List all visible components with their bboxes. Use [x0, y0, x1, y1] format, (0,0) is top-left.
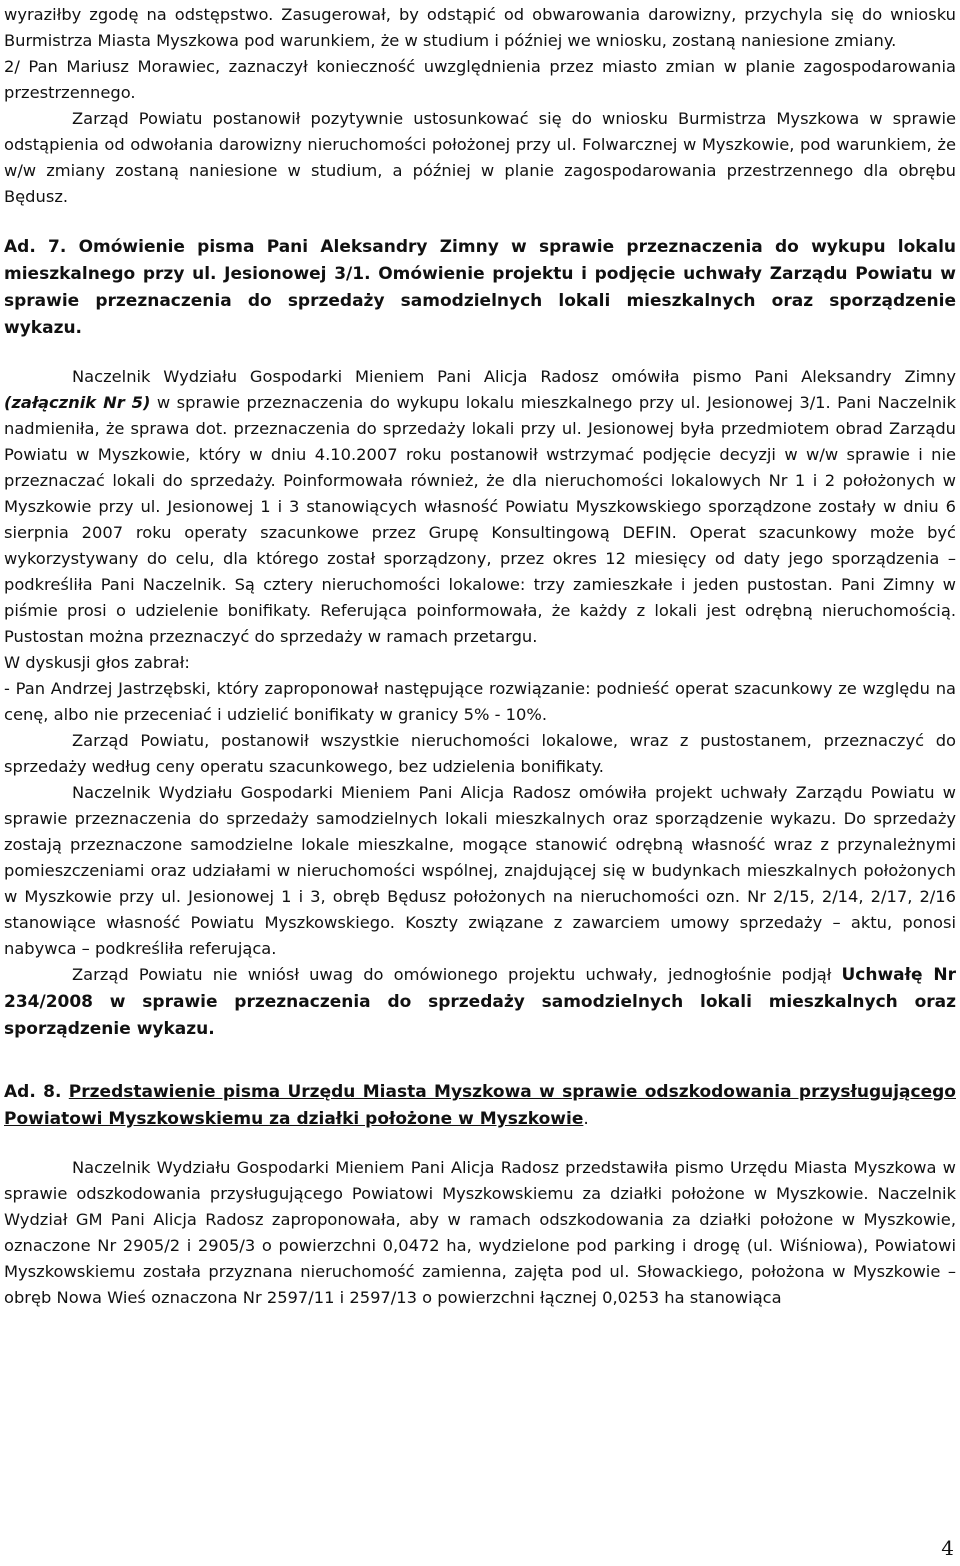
discussion-item: - Pan Andrzej Jastrzębski, który zaproponował następujące rozwiązanie: podnieść operat szacunkowy ze względu na cenę, albo nie przeceniać i udzielić bonifikaty w granicy 5% - 10%.: [4, 679, 956, 724]
paragraph: [4, 962, 956, 1043]
paragraph: Zarząd Powiatu postanowił pozytywnie ustosunkować się do wniosku Burmistrza Myszkowa w sprawie odstąpienia od odwołania darowizny nieruchomości położonej przy ul. Folwarcznej w Myszkowie, pod warunkiem, że w/w zmiany zostaną naniesione w studium, a później w planie zagospodarowania przestrzennego dla obrębu Będusz.: [4, 109, 956, 206]
paragraph: [4, 364, 956, 650]
document-page: [4, 2, 956, 1311]
paragraph-text: Zarząd Powiatu nie wniósł uwag do omówionego projektu uchwały, jednogłośnie podjął: [72, 965, 842, 984]
page-number: 4: [941, 1536, 954, 1560]
resolution-title: Uchwałę Nr 234/2008 w sprawie przeznaczenia do sprzedaży samodzielnych lokali mieszkalnych oraz sporządzenie wykazu.: [4, 965, 956, 1039]
agenda-item-number: Ad. 8.: [4, 1082, 62, 1102]
agenda-item-heading-ad8: [4, 1079, 956, 1133]
agenda-item-period: .: [583, 1109, 589, 1129]
paragraph-text: w sprawie przeznaczenia do wykupu lokalu mieszkalnego przy ul. Jesionowej 3/1. Pani Naczelnik nadmieniła, że sprawa dot. przeznaczenia do sprzedaży lokali przy ul. Jesionowej była przedmiotem obrad Zarządu Powiatu w Myszkowie, który w dniu 4.10.2007 roku postanowił wstrzymać podjęcie decyzji w w/w sprawie i nie przeznaczać lokali do sprzedaży. Poinformowała również, że dla nieruchomości lokalowych Nr 1 i 2 położonych w Myszkowie przy ul. Jesionowej 1 i 3 stanowiących własność Powiatu Myszkowskiego sporządzone zostały w dniu 6 sierpnia 2007 roku operaty szacunkowe przez Grupę Konsultingową DEFIN. Operat szacunkowy może być wykorzystywany do celu, dla którego został sporządzony, przez okres 12 miesięcy od daty jego sporządzenia – podkreśliła Pani Naczelnik. Są cztery nieruchomości lokalowe: trzy zamieszkałe i jeden pustostan. Pani Zimny w piśmie prosi o udzielenie bonifikaty. Referująca poinformowała, że każdy z lokali jest odrębną nieruchomością. Pustostan można przeznaczyć do sprzedaży w ramach przetargu.: [4, 393, 956, 646]
agenda-item-heading-ad7: [4, 234, 956, 342]
agenda-item-title: Przedstawienie pisma Urzędu Miasta Myszkowa w sprawie odszkodowania przysługującego Powiatowi Myszkowskiemu za działki położone w Myszkowie: [4, 1082, 956, 1129]
agenda-item-number: Ad. 7.: [4, 237, 67, 257]
paragraph: Naczelnik Wydziału Gospodarki Mieniem Pani Alicja Radosz omówiła projekt uchwały Zarządu Powiatu w sprawie przeznaczenia do sprzedaży samodzielnych lokali mieszkalnych oraz sporządzenie wykazu. Do sprzedaży zostają przeznaczone samodzielne lokale mieszkalne, mogące stanowić odrębną własność wraz z przynależnymi pomieszczeniami oraz udziałami w nieruchomości wspólnej, znajdującej się w budynkach mieszkalnych położonych w Myszkowie przy ul. Jesionowej 1 i 3, obręb Będusz położonych na nieruchomości ozn. Nr 2/15, 2/14, 2/17, 2/16 stanowiące własność Powiatu Myszkowskiego. Koszty związane z zawarciem umowy sprzedaży – aktu, ponosi nabywca – podkreśliła referująca.: [4, 783, 956, 958]
paragraph: Zarząd Powiatu, postanowił wszystkie nieruchomości lokalowe, wraz z pustostanem, przeznaczyć do sprzedaży według ceny operatu szacunkowego, bez udzielenia bonifikaty.: [4, 731, 956, 776]
agenda-item-title-continued: Omówienie projektu i podjęcie uchwały Zarządu Powiatu w sprawie przeznaczenia do sprzedaży samodzielnych lokali mieszkalnych oraz sporządzenie wykazu.: [4, 264, 956, 338]
paragraph: 2/ Pan Mariusz Morawiec, zaznaczył konieczność uwzględnienia przez miasto zmian w planie zagospodarowania przestrzennego.: [4, 57, 956, 102]
paragraph: Naczelnik Wydziału Gospodarki Mieniem Pani Alicja Radosz przedstawiła pismo Urzędu Miasta Myszkowa w sprawie odszkodowania przysługującego Powiatowi Myszkowskiemu za działki położone w Myszkowie. Naczelnik Wydział GM Pani Alicja Radosz zaproponowała, aby w ramach odszkodowania za działki położone w Myszkowie, oznaczone Nr 2905/2 i 2905/3 o powierzchni 0,0472 ha, wydzielone pod parking i drogę (ul. Wiśniowa), Powiatowi Myszkowskiemu została przyznana nieruchomość zamienna, zajęta pod ul. Słowackiego, położona w Myszkowie – obręb Nowa Wieś oznaczona Nr 2597/11 i 2597/13 o powierzchni łącznej 0,0253 ha stanowiąca: [4, 1158, 956, 1307]
paragraph-text: Naczelnik Wydziału Gospodarki Mieniem Pani Alicja Radosz omówiła pismo Pani Aleksandry Zimny: [72, 367, 956, 386]
paragraph: W dyskusji głos zabrał:: [4, 653, 190, 672]
attachment-reference: (załącznik Nr 5): [4, 393, 151, 412]
agenda-item-title: Omówienie pisma Pani Aleksandry Zimny w sprawie przeznaczenia do wykupu lokalu mieszkalnego przy ul. Jesionowej 3/1.: [4, 237, 956, 284]
paragraph: wyraziłby zgodę na odstępstwo. Zasugerował, by odstąpić od obwarowania darowizny, przychyla się do wniosku Burmistrza Miasta Myszkowa pod warunkiem, że w studium i później we wniosku, zostaną naniesione zmiany.: [4, 5, 956, 50]
